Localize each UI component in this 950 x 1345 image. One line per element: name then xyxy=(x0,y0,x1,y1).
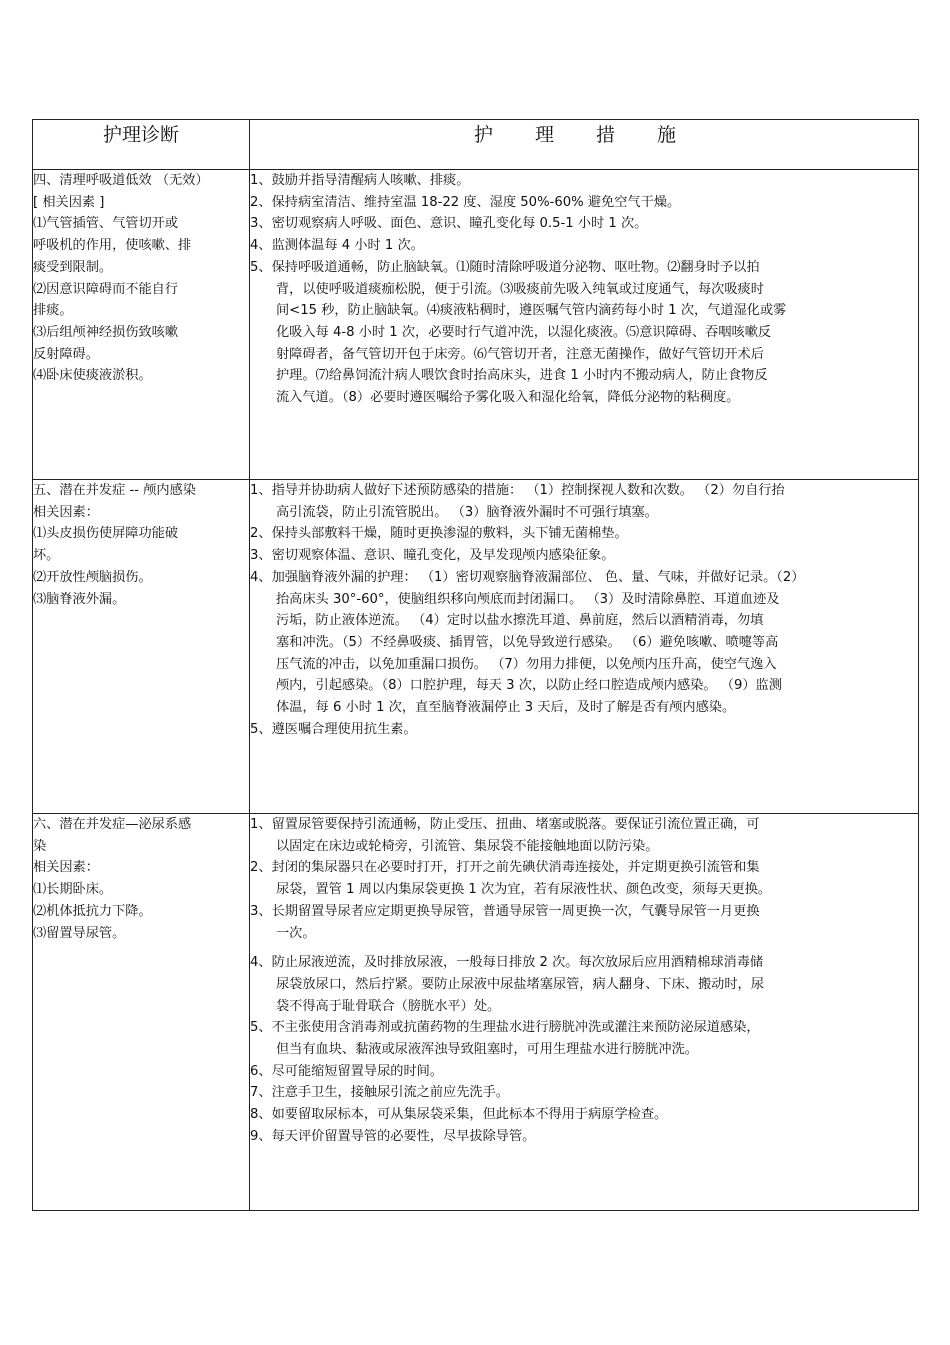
measure-line: 以固定在床边或轮椅旁，引流管、集尿袋不能接触地面以防污染。 xyxy=(276,838,659,854)
measure-line: 2、保持头部敷料干燥，随时更换渗湿的敷料，头下铺无菌棉垫。 xyxy=(250,526,628,542)
table-row xyxy=(33,814,919,1211)
measure-line: 3、密切观察体温、意识、瞳孔变化，及早发现颅内感染征象。 xyxy=(250,548,615,564)
diagnosis-line: ⑷卧床使痰液淤积。 xyxy=(33,368,152,384)
measure-line: 尿袋放尿口，然后拧紧。要防止尿液中尿盐堵塞尿管，病人翻身、下床、搬动时，尿 xyxy=(276,976,764,992)
measure-line: 1、鼓励并指导清醒病人咳嗽、排痰。 xyxy=(250,173,470,188)
measure-line: 抬高床头 30°-60°，使脑组织移向颅底而封闭漏口。 （3）及时清除鼻腔、耳道血迹及 xyxy=(276,591,780,607)
measure-line: 尿袋，置管 1 周以内集尿袋更换 1 次为宜，若有尿液性状、颜色改变，须每天更换。 xyxy=(276,882,772,898)
measures-cell xyxy=(250,170,919,480)
measures-cell xyxy=(250,814,919,1211)
measure-line: 3、长期留置导尿者应定期更换导尿管，普通导尿管一周更换一次，气囊导尿管一月更换 xyxy=(250,903,760,919)
measure-line: 颅内，引起感染。（8）口腔护理，每天 3 次，以防止经口腔造成颅内感染。 （9）监测 xyxy=(276,678,782,694)
diagnosis-line: ⑴头皮损伤使屏障功能破 xyxy=(33,526,179,542)
diagnosis-line: ⑵机体抵抗力下降。 xyxy=(33,903,152,919)
diagnosis-line: ⑶脑脊液外漏。 xyxy=(33,591,126,607)
diagnosis-line: 呼吸机的作用，使咳嗽、排 xyxy=(33,238,192,254)
measure-line: 体温，每 6 小时 1 次，直至脑脊液漏停止 3 天后，及时了解是否有颅内感染。 xyxy=(276,700,736,716)
diagnosis-line: ⑵因意识障碍而不能自行 xyxy=(33,281,179,297)
measure-line: 背，以使呼吸道痰痂松脱，便于引流。⑶吸痰前先吸入纯氧或过度通气，每次吸痰时 xyxy=(276,281,764,297)
diagnosis-line: ⑶留置导尿管。 xyxy=(33,925,126,941)
diagnosis-title: 五、潜在并发症 -- 颅内感染 xyxy=(33,483,196,498)
table-header-row xyxy=(33,120,919,170)
diagnosis-line: 排痰。 xyxy=(33,303,73,319)
measures-cell xyxy=(250,480,919,814)
measure-line: 6、尽可能缩短留置导尿的时间。 xyxy=(250,1063,444,1079)
measure-line: 压气流的冲击，以免加重漏口损伤。 （7）勿用力排便，以免颅内压升高，使空气逸入 xyxy=(276,656,777,672)
diagnosis-line: 坏。 xyxy=(33,548,60,564)
diagnosis-cell xyxy=(33,480,250,814)
table-row xyxy=(33,170,919,480)
header-diagnosis: 护理诊断 xyxy=(33,120,250,170)
diagnosis-line: [ 相关因素 ] xyxy=(33,194,105,210)
diagnosis-line: 相关因素： xyxy=(33,860,99,876)
diagnosis-line: ⑵开放性颅脑损伤。 xyxy=(33,569,152,585)
measure-line: 射障碍者，备气管切开包于床旁。⑹气管切开者，注意无菌操作，做好气管切开术后 xyxy=(276,346,764,362)
diagnosis-line: ⑴气管插管、气管切开或 xyxy=(33,216,179,232)
table-row xyxy=(33,480,919,814)
measure-line: 一次。 xyxy=(276,925,316,941)
diagnosis-line: ⑶后组颅神经损伤致咳嗽 xyxy=(33,324,179,340)
measure-line: 2、保持病室清洁、维持室温 18-22 度、湿度 50%-60% 避免空气干燥。 xyxy=(250,194,681,210)
measure-line: 污垢，防止液体逆流。 （4）定时以盐水擦洗耳道、鼻前庭，然后以酒精消毒，勿填 xyxy=(276,613,764,629)
measure-line: 4、加强脑脊液外漏的护理： （1）密切观察脑脊液漏部位、 色、量、气味，并做好记录。（2） xyxy=(250,569,805,585)
measure-line: 3、密切观察病人呼吸、面色、意识、瞳孔变化每 0.5-1 小时 1 次。 xyxy=(250,216,648,232)
measure-line: 7、注意手卫生，接触尿引流之前应先洗手。 xyxy=(250,1085,509,1101)
measure-line: 4、监测体温每 4 小时 1 次。 xyxy=(250,238,424,254)
measure-line: 但当有血块、黏液或尿液浑浊导致阻塞时，可用生理盐水进行膀胱冲洗。 xyxy=(276,1042,698,1058)
diagnosis-line: 染 xyxy=(33,838,47,854)
measure-line: 1、指导并协助病人做好下述预防感染的措施： （1）控制探视人数和次数。 （2）勿自行抬 xyxy=(250,483,785,498)
measure-line: 1、留置尿管要保持引流通畅，防止受压、扭曲、堵塞或脱落。要保证引流位置正确，可 xyxy=(250,817,760,832)
diagnosis-title: 四、清理呼吸道低效 （无效） xyxy=(33,173,209,188)
measure-line: 5、保持呼吸道通畅，防止脑缺氧。⑴随时清除呼吸道分泌物、呕吐物。⑵翻身时予以拍 xyxy=(250,259,760,275)
measure-line: 间<15 秒，防止脑缺氧。⑷痰液粘稠时，遵医嘱气管内滴药每小时 1 次，气道湿化或雾 xyxy=(276,303,787,319)
measure-line: 流入气道。（8）必要时遵医嘱给予雾化吸入和湿化给氧，降低分泌物的粘稠度。 xyxy=(276,390,740,406)
measure-line: 高引流袋，防止引流管脱出。 （3）脑脊液外漏时不可强行填塞。 xyxy=(276,504,658,520)
measure-line: 化吸入每 4-8 小时 1 次，必要时行气道冲洗，以湿化痰液。⑸意识障碍、吞咽咳嗽反 xyxy=(276,324,772,340)
measure-line: 5、不主张使用含消毒剂或抗菌药物的生理盐水进行膀胱冲洗或灌注来预防泌尿道感染， xyxy=(250,1020,760,1036)
measure-line: 塞和冲洗。（5）不经鼻吸痰、插胃管，以免导致逆行感染。 （6）避免咳嗽、喷嚏等高 xyxy=(276,634,779,650)
diagnosis-line: 痰受到限制。 xyxy=(33,259,113,275)
diagnosis-line: 相关因素： xyxy=(33,504,99,520)
diagnosis-line: ⑴长期卧床。 xyxy=(33,882,113,898)
measure-line: 2、封闭的集尿器只在必要时打开，打开之前先碘伏消毒连接处，并定期更换引流管和集 xyxy=(250,860,760,876)
measure-line: 9、每天评价留置导管的必要性，尽早拔除导管。 xyxy=(250,1128,536,1144)
header-measures: 护 理 措 施 xyxy=(250,120,919,170)
measure-line: 8、如要留取尿标本，可从集尿袋采集，但此标本不得用于病原学检查。 xyxy=(250,1107,668,1123)
diagnosis-title: 六、潜在并发症—泌尿系感 xyxy=(33,817,192,832)
diagnosis-cell xyxy=(33,170,250,480)
measure-line: 袋不得高于耻骨联合（膀胱水平）处。 xyxy=(276,998,501,1014)
diagnosis-line: 反射障碍。 xyxy=(33,346,99,362)
nursing-care-table xyxy=(32,119,919,1211)
measure-line: 护理。⑺给鼻饲流汁病人喂饮食时抬高床头，进食 1 小时内不搬动病人，防止食物反 xyxy=(276,368,768,384)
measure-line: 4、防止尿液逆流，及时排放尿液，一般每日排放 2 次。每次放尿后应用酒精棉球消毒储 xyxy=(250,955,764,971)
diagnosis-cell xyxy=(33,814,250,1211)
measure-line: 5、遵医嘱合理使用抗生素。 xyxy=(250,721,417,737)
